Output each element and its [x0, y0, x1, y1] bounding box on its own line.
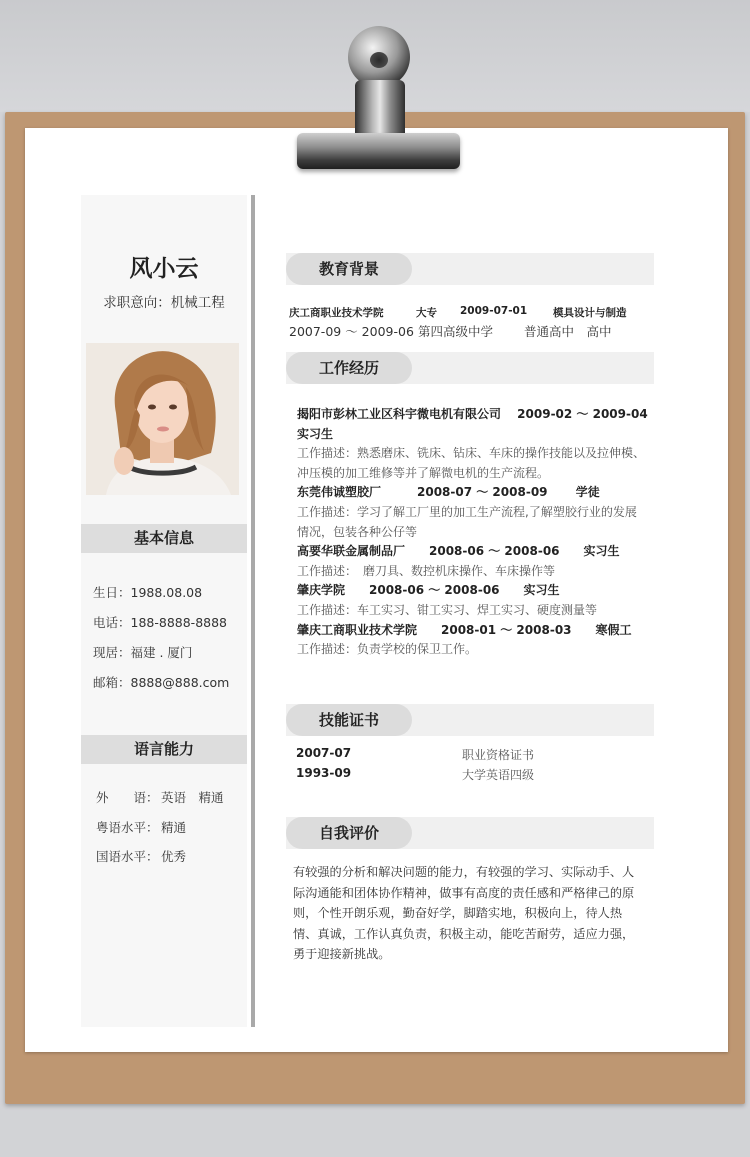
skills-title: 技能证书 [286, 704, 412, 736]
job-description-line: 工作描述：负责学校的保卫工作。 [297, 642, 478, 657]
language-label: 国语水平： [96, 849, 159, 864]
candidate-name: 风小云 [129, 256, 199, 282]
language-value: 精通 [161, 820, 187, 835]
language-label: 粤语水平： [96, 820, 159, 835]
job-description-line: 工作描述：学习了解工厂里的加工生产流程,了解塑胶行业的发展 [297, 505, 637, 519]
phone-text: 电话：188-8888-8888 [93, 615, 228, 630]
binder-clip-hole [370, 52, 388, 68]
job-heading-line: 揭阳市彭林工业区科宇微电机有限公司 2009-02 ～ 2009-04 [297, 407, 648, 421]
location-text: 现居：福建 . 厦门 [93, 645, 193, 660]
job-description-line: 工作描述： 磨刀具、数控机床操作、车床操作等 [297, 563, 556, 578]
language-label: 外 语： [96, 790, 159, 805]
job-heading-line: 实习生 [297, 426, 334, 441]
skill-name: 职业资格证书 [462, 748, 535, 762]
self-eval-text: 有较强的分析和解决问题的能力，有较强的学习、实际动手、人际沟通能和团体协作精神，做事有高度的责任感和严格律己的原则，个性开朗乐观，勤奋好学，脚踏实地，积极向上，待人热情、真诚，工作认真负责，积极主动，能吃苦耐劳，适应力强，勇于迎接新挑战。 [293, 865, 635, 961]
skill-name: 大学英语四级 [462, 768, 535, 782]
edu-major: 模具设计与制造 [553, 307, 627, 319]
birthday-text: 生日：1988.08.08 [93, 585, 203, 600]
edu-period: 2007-09 ～ 2009-06 [289, 324, 414, 339]
skill-date: 1993-09 [296, 766, 352, 780]
edu-highschool: 第四高级中学 [418, 324, 494, 339]
job-description-line: 冲压模的加工维修等并了解微电机的生产流程。 [297, 465, 550, 480]
job-heading-line: 肇庆学院 2008-06 ～ 2008-06 实习生 [297, 583, 560, 598]
job-heading-line: 肇庆工商职业技术学院 2008-01 ～ 2008-03 寒假工 [297, 622, 632, 637]
work-title: 工作经历 [286, 352, 412, 384]
email-text: 邮箱：8888@888.com [93, 675, 230, 690]
job-intent: 求职意向：机械工程 [103, 295, 225, 311]
language-value: 英语 精通 [161, 790, 224, 805]
job-heading-line: 高要华联金属制品厂 2008-06 ～ 2008-06 实习生 [297, 544, 620, 559]
education-title: 教育背景 [286, 253, 412, 285]
skill-date: 2007-07 [296, 746, 352, 760]
language-value: 优秀 [161, 849, 187, 864]
edu-date: 2009-07-01 [460, 305, 528, 317]
self-eval-title: 自我评价 [286, 817, 412, 849]
profile-photo [86, 343, 239, 495]
sidebar-divider-bar [251, 195, 255, 1027]
language-title: 语言能力 [81, 735, 247, 764]
job-description-line: 工作描述：车工实习、钳工实习、焊工实习、硬度测量等 [297, 603, 598, 617]
edu-degree: 大专 [416, 307, 437, 319]
job-description-line: 情况，包装各种公仔等 [297, 524, 418, 539]
basic-info-title: 基本信息 [81, 524, 247, 553]
edu-type: 普通高中 高中 [524, 324, 612, 339]
edu-school: 庆工商职业技术学院 [289, 307, 384, 319]
job-heading-line: 东莞伟诚塑胶厂 2008-07 ～ 2008-09 学徒 [297, 485, 600, 500]
resume-sidebar [81, 195, 247, 1027]
binder-clip-base [297, 133, 460, 169]
portrait-illustration [86, 343, 239, 495]
binder-clip-neck [355, 80, 405, 138]
job-description-line: 工作描述：熟悉磨床、铣床、钻床、车床的操作技能以及拉伸模、 [297, 446, 646, 461]
